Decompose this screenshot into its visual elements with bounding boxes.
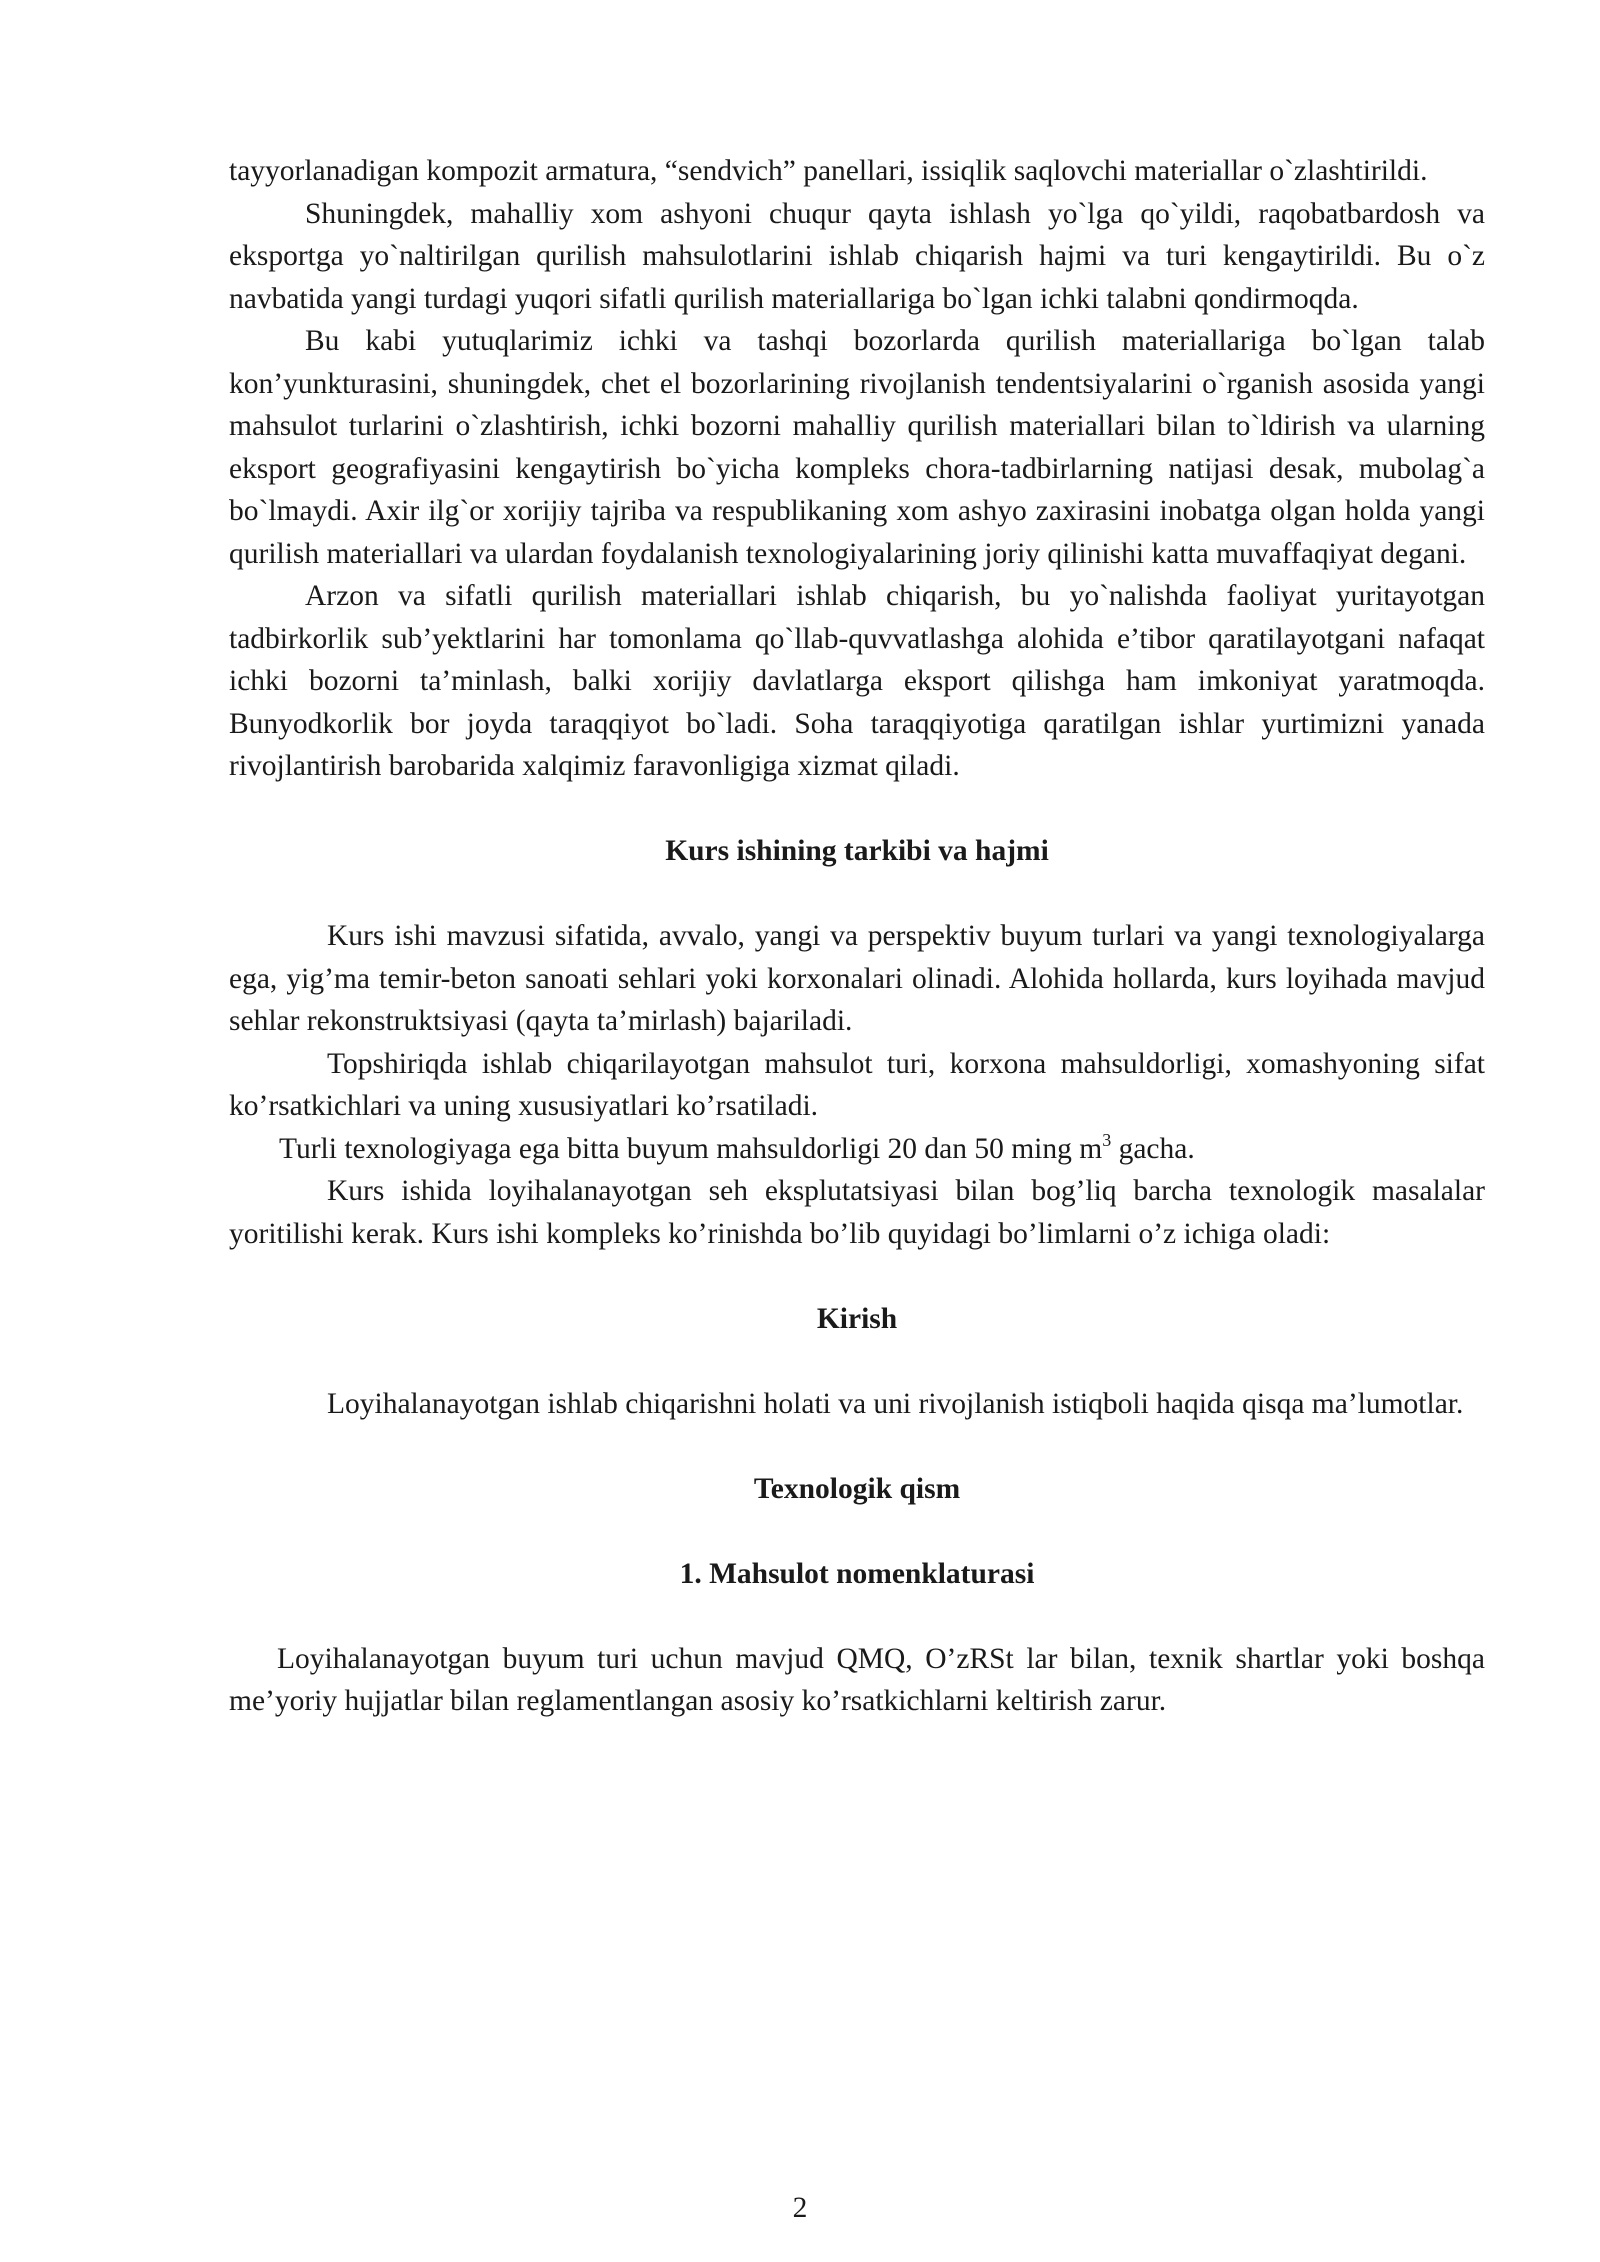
paragraph-assignment: Topshiriqda ishlab chiqarilayotgan mahsulot turi, korxona mahsuldorligi, xomashyoning sifat ko’rsatkichlari va uning xususiyatlari ko’rsatiladi. xyxy=(229,1047,1485,1122)
heading-technological-part: Texnologik qism xyxy=(753,1472,961,1505)
productivity-text: Turli texnologiyaga ega bitta buyum mahsuldorligi 20 dan 50 ming m xyxy=(279,1132,1103,1165)
paragraph-production-state: Loyihalanayotgan ishlab chiqarishni holati va uni rivojlanish istiqboli haqida qisqa ma’lumotlar. xyxy=(327,1387,1464,1420)
paragraph-local-raw-materials: Shuningdek, mahalliy xom ashyoni chuqur qayta ishlash yo`lga qo`yildi, raqobatbardosh va eksportga yo`naltirilgan qurilish mahsulotlarini ishlab chiqarish hajmi va turi kengaytirildi. Bu o`z navbatida yangi turdagi yuqori sifatli qurilish materiallariga bo`lgan ichki talabni qondirmoqda. xyxy=(229,197,1485,315)
paragraph-nomenclature: Loyihalanayotgan buyum turi uchun mavjud QMQ, O’zRSt lar bilan, texnik shartlar yoki boshqa me’yoriy hujjatlar bilan reglamentlangan asosiy ko’rsatkichlarni keltirish zarur. xyxy=(229,1642,1485,1717)
heading-introduction: Kirish xyxy=(816,1302,898,1335)
paragraph-course-topic: Kurs ishi mavzusi sifatida, avvalo, yangi va perspektiv buyum turlari va yangi texnologiyalarga ega, yig’ma temir-beton sanoati sehlari yoki korxonalari olinadi. Alohida hollarda, kurs loyihada mavjud sehlar rekonstruktsiyasi (qayta ta’mirlash) bajariladi. xyxy=(229,920,1485,1037)
heading-product-nomenclature: 1. Mahsulot nomenklaturasi xyxy=(679,1557,1035,1590)
page-number: 2 xyxy=(792,2192,808,2224)
paragraph-intro-continuation: tayyorlanadigan kompozit armatura, “sendvich” panellari, issiqlik saqlovchi materiallar o`zlashtirildi. xyxy=(229,155,1428,187)
productivity-text-end: gacha. xyxy=(1111,1132,1195,1165)
paragraph-course-sections: Kurs ishida loyihalanayotgan seh eksplutatsiyasi bilan bog’liq barcha texnologik masalalar yoritilishi kerak. Kurs ishi kompleks ko’rinishda bo’lib quyidagi bo’limlarni o’z ichiga oladi: xyxy=(229,1175,1485,1250)
paragraph-productivity xyxy=(229,1128,1485,1171)
paragraph-affordable-materials: Arzon va sifatli qurilish materiallari ishlab chiqarish, bu yo`nalishda faoliyat yuritayotgan tadbirkorlik sub’yektlarini har tomonlama qo`llab-quvvatlashga alohida e’tibor qaratilayotgani nafaqat ichki bozorni ta’minlash, balki xorijiy davlatlarga eksport qilishga ham imkoniyat yaratmoqda. Bunyodkorlik bor joyda taraqqiyot bo`ladi. Soha taraqqiyotiga qaratilgan ishlar yurtimizni yanada rivojlantirish barobarida xalqimiz faravonligiga xizmat qiladi. xyxy=(229,580,1485,782)
heading-course-structure: Kurs ishining tarkibi va hajmi xyxy=(665,835,1049,867)
cubic-superscript: 3 xyxy=(1102,1129,1112,1150)
document-page xyxy=(229,150,1485,1723)
paragraph-achievements: Bu kabi yutuqlarimiz ichki va tashqi bozorlarda qurilish materiallariga bo`lgan talab kon’yunkturasini, shuningdek, chet el bozorlarining rivojlanish tendentsiyalarini o`rganish asosida yangi mahsulot turlarini o`zlashtirish, ichki bozorni mahalliy qurilish materiallari bilan to`ldirish va ularning eksport geografiyasini kengaytirish bo`yicha kompleks chora-tadbirlarning natijasi desak, mubolag`a bo`lmaydi. Axir ilg`or xorijiy tajriba va respublikaning xom ashyo zaxirasini inobatga olgan holda yangi qurilish materiallari va ulardan foydalanish texnologiyalarining joriy qilinishi katta muvaffaqiyat degani. xyxy=(229,325,1485,570)
